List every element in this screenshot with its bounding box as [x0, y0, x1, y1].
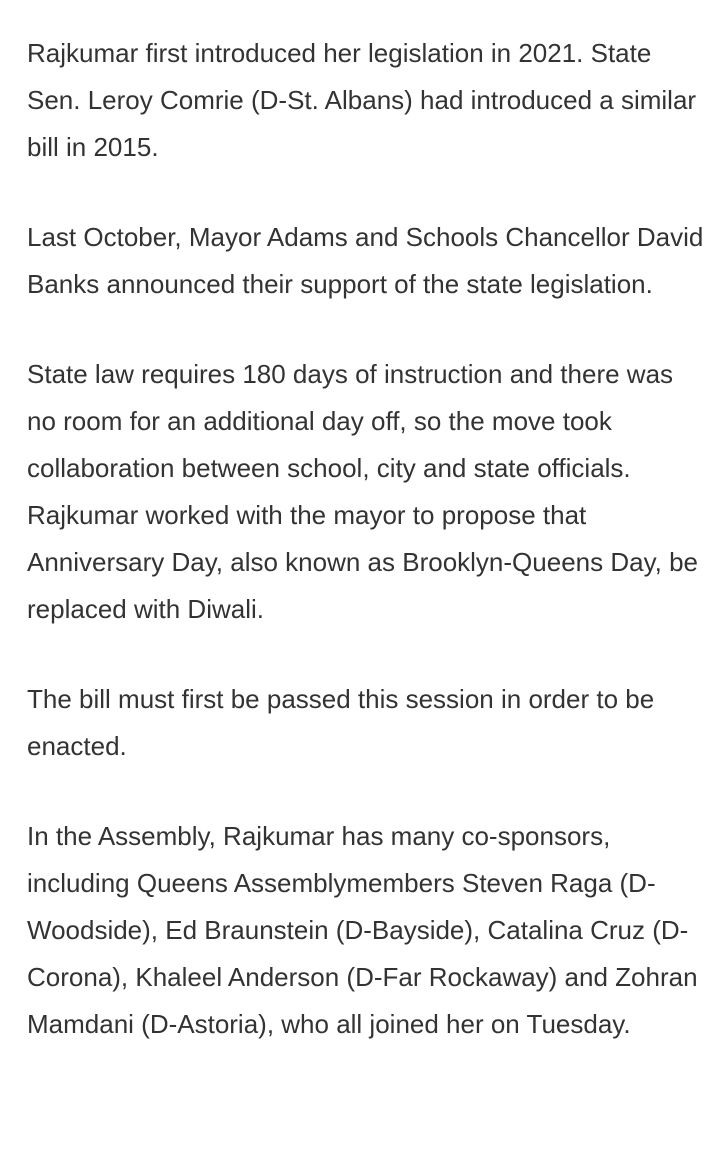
- article-paragraph-2: Last October, Mayor Adams and Schools Chancellor David Banks announced their support of the state legislation.: [27, 222, 704, 299]
- article-paragraph-1: Rajkumar first introduced her legislation in 2021. State Sen. Leroy Comrie (D-St. Albans) had introduced a similar bill in 2015.: [27, 38, 697, 162]
- article-paragraph-3: State law requires 180 days of instruction and there was no room for an additional day off, so the move took collaboration between school, city and state officials. Rajkumar worked with the mayor to propose that Anniversary Day, also known as Brooklyn-Queens Day, be replaced with Diwali.: [27, 359, 699, 624]
- article-body: [27, 30, 707, 1048]
- article-paragraph-5: In the Assembly, Rajkumar has many co-sponsors, including Queens Assemblymembers Steven Raga (D-Woodside), Ed Braunstein (D-Bayside), Catalina Cruz (D-Corona), Khaleel Anderson (D-Far Rockaway) and Zohran Mamdani (D-Astoria), who all joined her on Tuesday.: [27, 821, 698, 1039]
- article-paragraph-4: The bill must first be passed this session in order to be enacted.: [27, 684, 655, 761]
